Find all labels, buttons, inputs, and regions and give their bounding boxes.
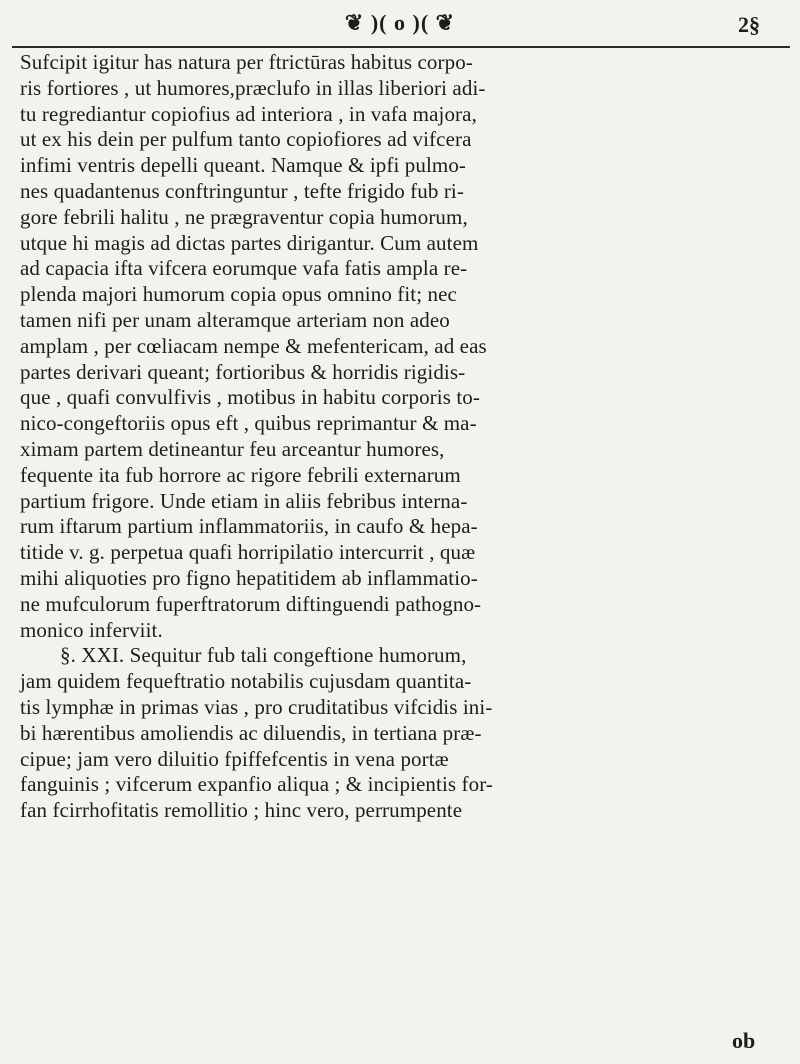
text-line: ne mufculorum fuperftratorum diftinguendi pathogno- [20,591,482,616]
text-line: rum iftarum partium inflammatoriis, in caufo & hepa- [20,514,478,539]
text-line: bi hærentibus amoliendis ac diluendis, in tertiana præ- [20,720,482,745]
text-line: tis lymphæ in primas vias , pro cruditatibus vifcidis ini- [20,694,493,719]
text-line: partium frigore. Unde etiam in aliis febribus interna- [20,488,468,513]
text-line: fequente ita fub horrore ac rigore febrili externarum [20,462,461,487]
text-line: ad capacia ifta vifcera eorumque vafa fatis ampla re- [20,256,468,281]
text-line: fanguinis ; vifcerum expanfio aliqua ; & incipientis for- [20,772,493,797]
text-line: ut ex his dein per pulfum tanto copiofiores ad vifcera [20,127,472,152]
text-line: tu regrediantur copiofius ad interiora , in vafa majora, [20,101,477,126]
text-line: nico-congeftoriis opus eft , quibus reprimantur & ma- [20,411,477,436]
text-line: utque hi magis ad dictas partes dirigantur. Cum autem [20,230,479,255]
text-line: ximam partem detineantur feu arceantur humores, [20,436,445,461]
text-line: nes quadantenus conftringuntur , tefte frigido fub ri- [20,178,464,203]
text-line: que , quafi convulfivis , motibus in habitu corporis to- [20,385,480,410]
text-line: partes derivari queant; fortioribus & horridis rigidis- [20,359,466,384]
text-line: jam quidem fequeftratio notabilis cujusdam quantita- [20,669,472,694]
header-rule [12,46,790,48]
text-line: ris fortiores , ut humores,præclufo in illas liberiori adi- [20,75,486,100]
text-line: monico inferviit. [20,617,163,642]
text-line: tamen nifi per unam alteramque arteriam non adeo [20,307,450,332]
text-line: infimi ventris depelli queant. Namque & ipfi pulmo- [20,153,467,178]
text-line: mihi aliquoties pro figno hepatitidem ab inflammatio- [20,565,478,590]
text-line: gore febrili halitu , ne prægraventur copia humorum, [20,204,468,229]
section-heading-line: §. XXI. Sequitur fub tali congeftione humorum, [60,643,467,668]
page-number: 2§ [738,12,760,37]
body-text [20,50,788,824]
header-ornament: ❦ )( o )( ❦ [344,10,456,35]
text-line: cipue; jam vero diluitio fpiffefcentis in vena portæ [20,746,449,771]
text-line: fan fcirrhofitatis remollitio ; hinc vero, perrumpente [20,798,463,823]
text-line: plenda majori humorum copia opus omnino fit; nec [20,282,457,307]
catchword: ob [732,1028,756,1053]
text-line: titide v. g. perpetua quafi horripilatio intercurrit , quæ [20,540,476,565]
text-line: Sufcipit igitur has natura per ftrictūras habitus corpo- [20,50,473,74]
text-line: amplam , per cœliacam nempe & mefentericam, ad eas [20,333,487,358]
